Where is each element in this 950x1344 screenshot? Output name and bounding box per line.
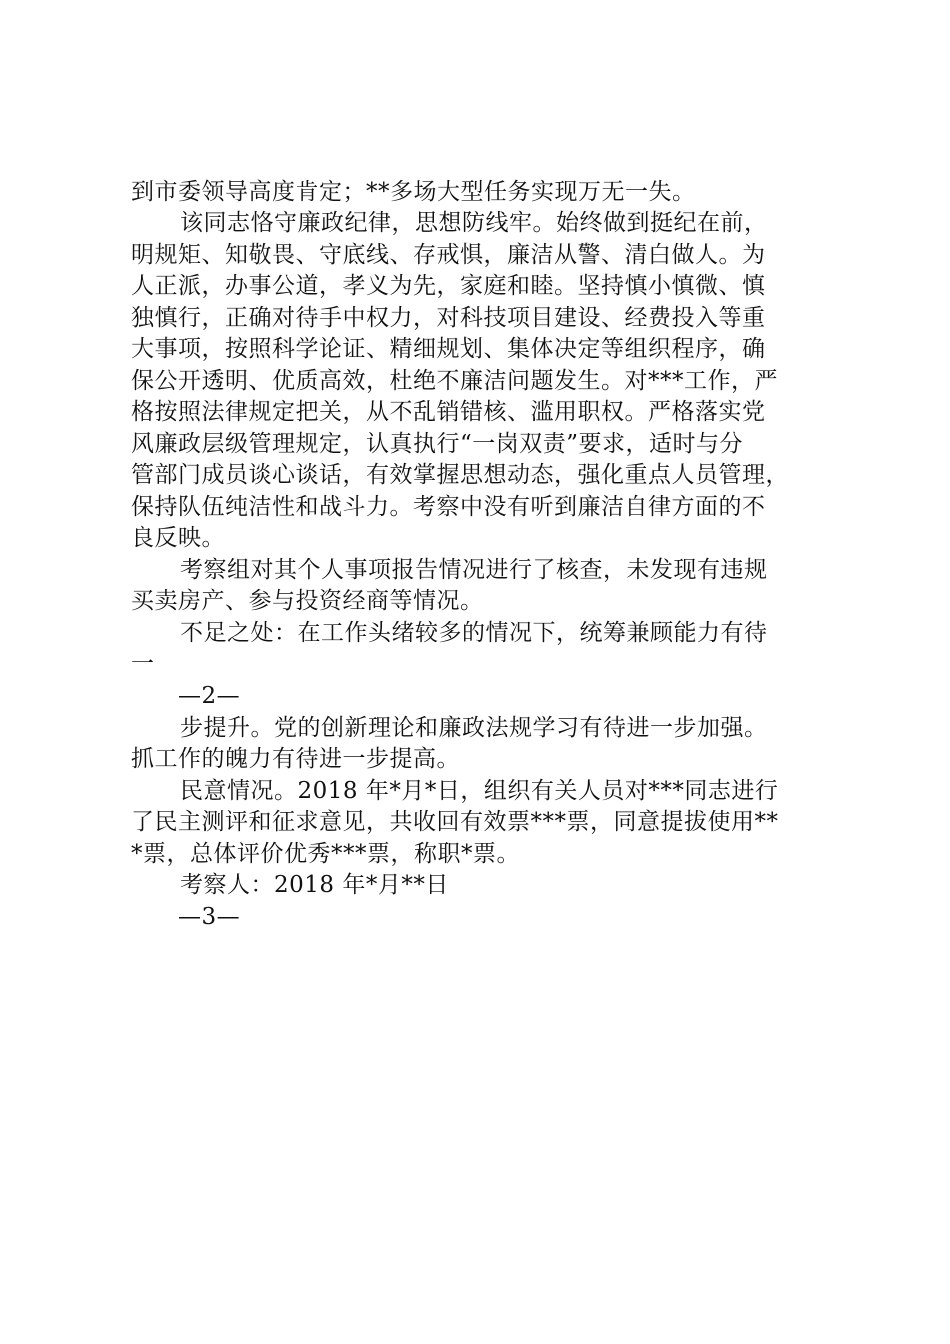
text-line: 到市委领导高度肯定；**多场大型任务实现万无一失。	[131, 179, 696, 205]
page-number: —2—	[178, 683, 241, 709]
page-number: —3—	[178, 904, 241, 930]
text-line: 大事项，按照科学论证、精细规划、集体决定等组织程序，确	[131, 336, 766, 362]
text-line: 管部门成员谈心谈话，有效掌握思想动态，强化重点人员管理，	[131, 462, 789, 488]
text-line: *票，总体评价优秀***票，称职*票。	[131, 841, 520, 867]
paragraph-start: 不足之处：在工作头绪较多的情况下，统筹兼顾能力有待	[180, 620, 768, 646]
text-line: 买卖房产、参与投资经商等情况。	[131, 588, 484, 614]
text-line: 明规矩、知敬畏、守底线、存戒惧，廉洁从警、清白做人。为	[131, 242, 766, 268]
text-line: 抓工作的魄力有待进一步提高。	[131, 746, 460, 772]
text-line: 一	[131, 651, 155, 677]
text-line: 保公开透明、优质高效，杜绝不廉洁问题发生。对***工作，严	[131, 368, 778, 394]
text-line: 人正派，办事公道，孝义为先，家庭和睦。坚持慎小慎微、慎	[131, 273, 766, 299]
text-line: 风廉政层级管理规定，认真执行“一岗双责”要求，适时与分	[131, 431, 744, 457]
text-line: 良反映。	[131, 525, 225, 551]
text-line: 了民主测评和征求意见，共收回有效票***票，同意提拔使用**	[131, 809, 779, 835]
text-line: 保持队伍纯洁性和战斗力。考察中没有听到廉洁自律方面的不	[131, 494, 766, 520]
text-line: 独慎行，正确对待手中权力，对科技项目建设、经费投入等重	[131, 305, 766, 331]
text-line: 格按照法律规定把关，从不乱销错核、滥用职权。严格落实党	[131, 399, 766, 425]
paragraph-start: 民意情况。2018 年*月*日，组织有关人员对***同志进行	[180, 778, 779, 804]
paragraph-start: 该同志恪守廉政纪律，思想防线牢。始终做到挺纪在前，	[180, 210, 768, 236]
signature-line: 考察人：2018 年*月**日	[180, 872, 449, 898]
paragraph-start: 考察组对其个人事项报告情况进行了核查，未发现有违规	[180, 557, 768, 583]
text-line: 步提升。党的创新理论和廉政法规学习有待进一步加强。	[180, 715, 768, 741]
